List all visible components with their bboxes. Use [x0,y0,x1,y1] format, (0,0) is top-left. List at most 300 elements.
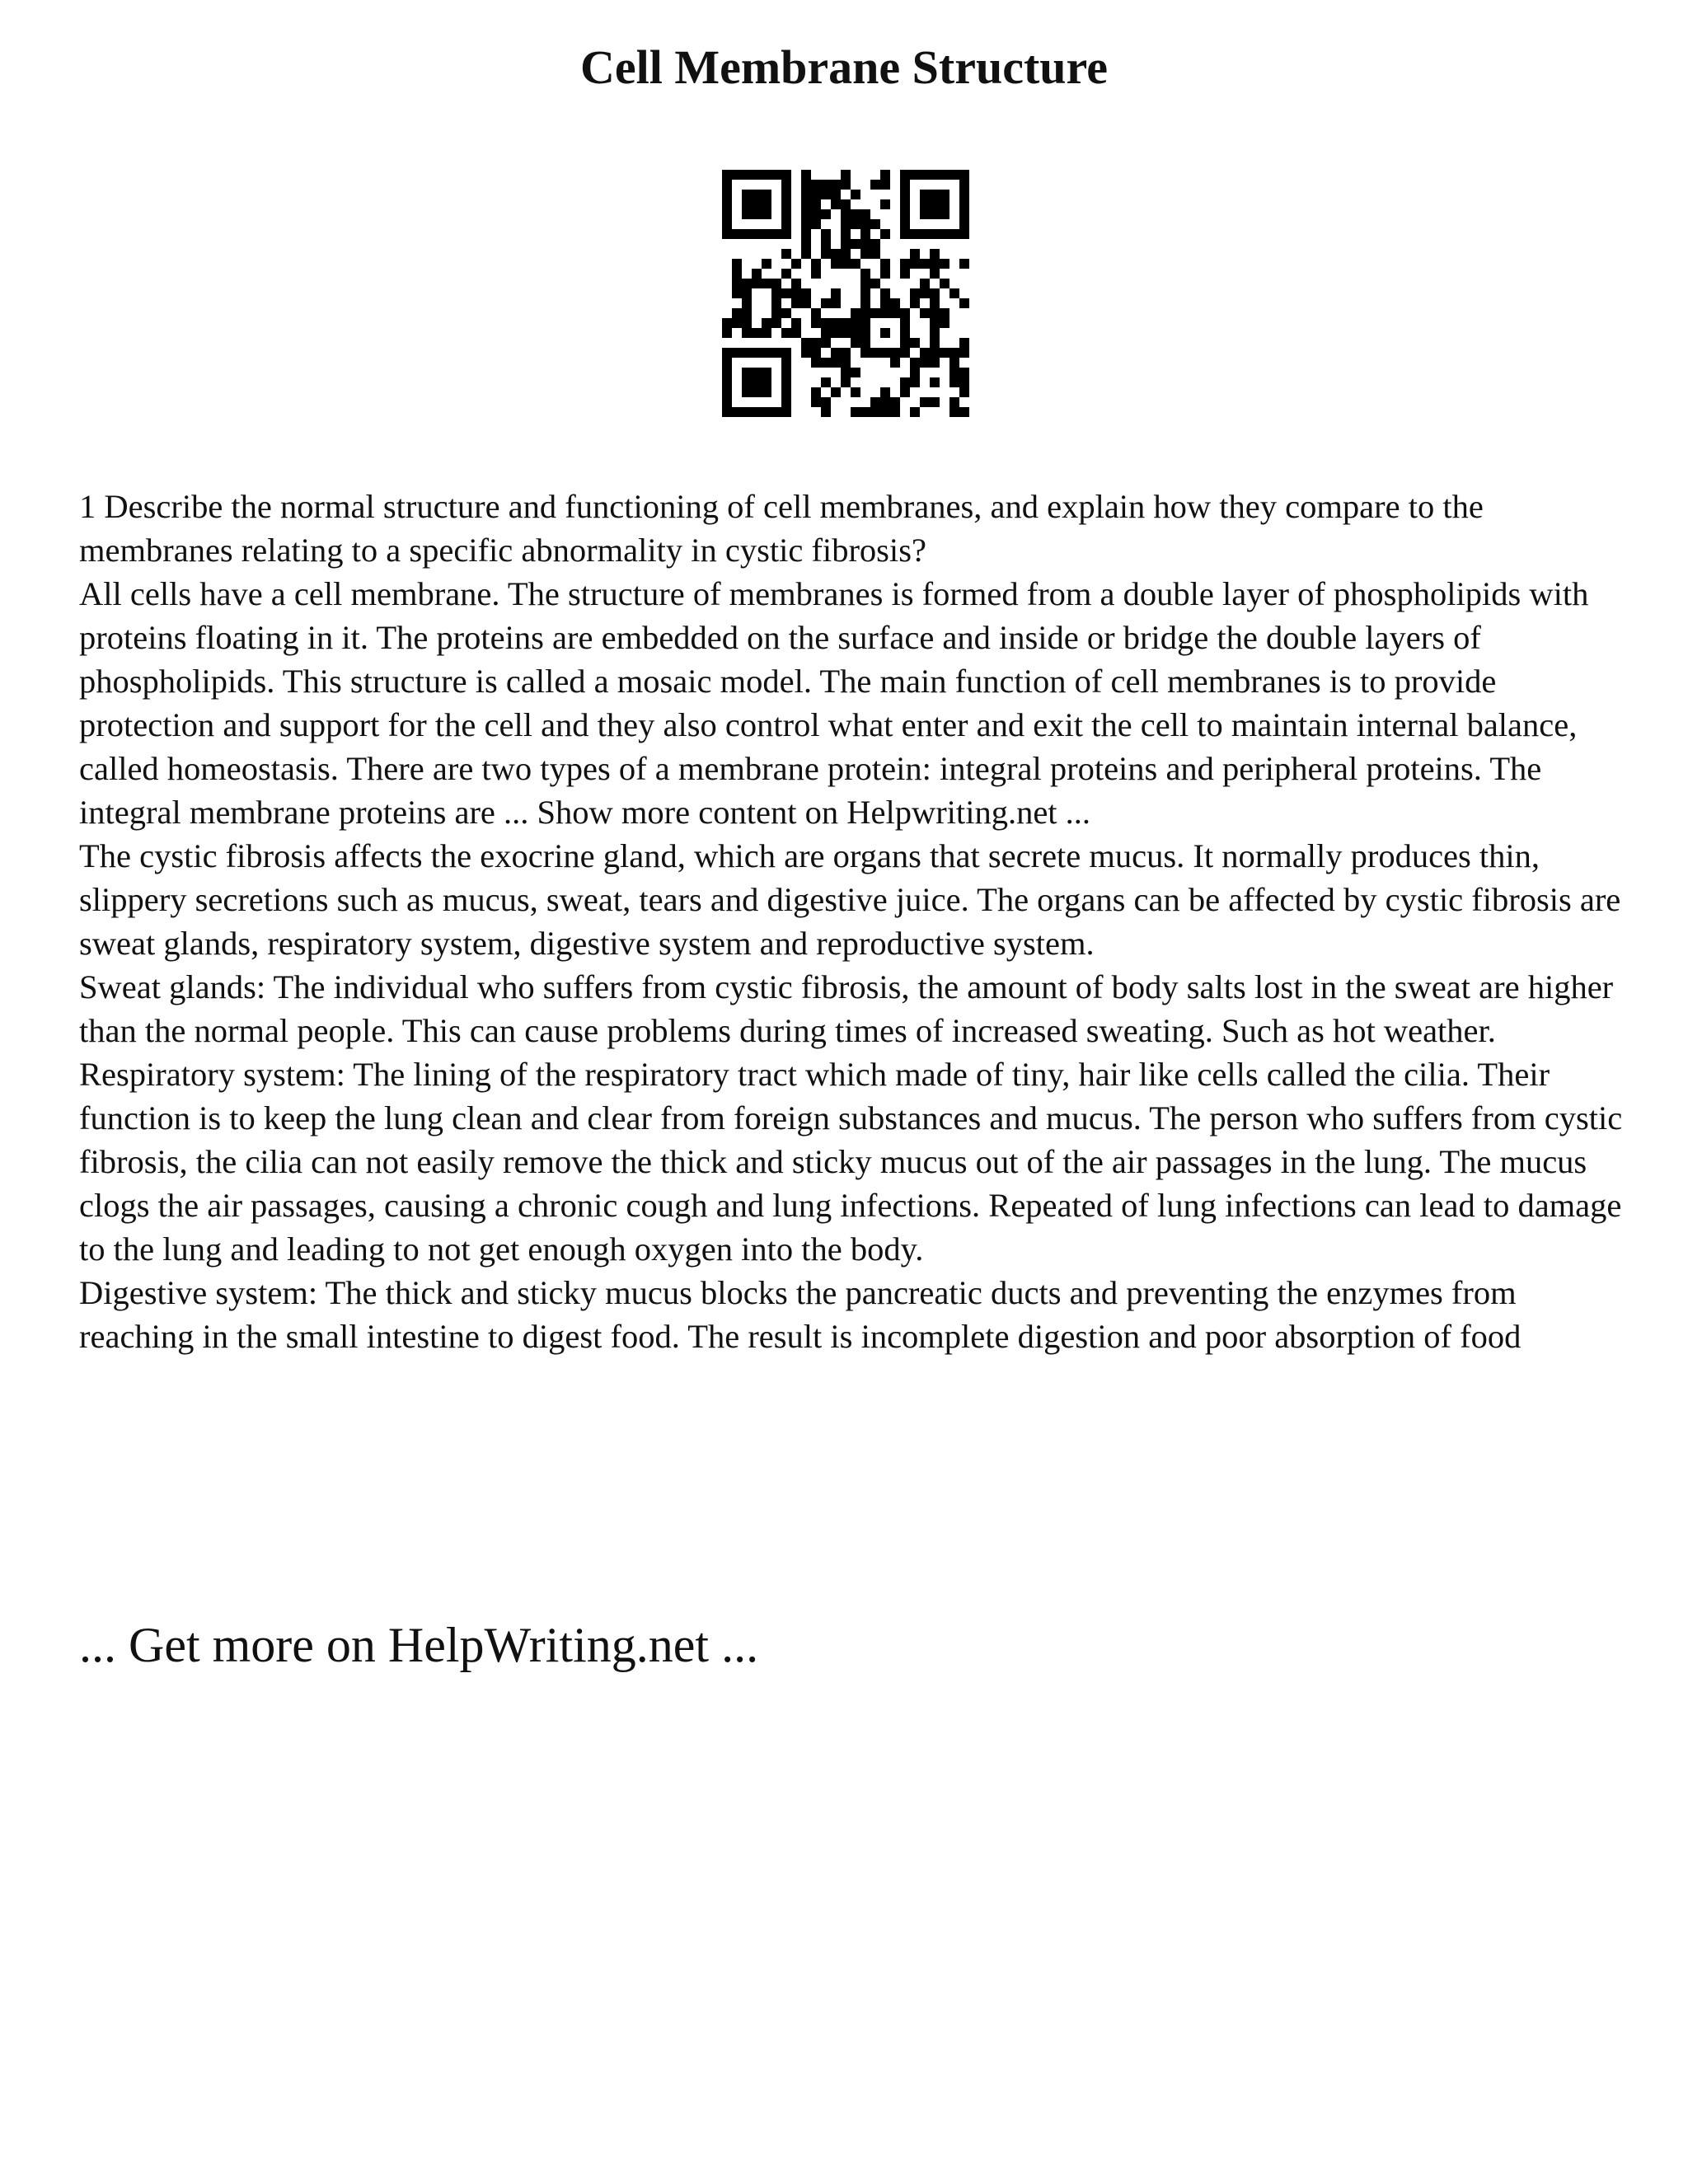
qr-module [930,288,940,298]
qr-module [771,229,781,239]
qr-module [860,209,870,219]
qr-module [732,318,742,328]
qr-module [860,279,870,288]
qr-module [880,229,890,239]
qr-module [910,407,920,417]
qr-module [801,249,811,259]
qr-code-graphic [722,170,969,417]
qr-module [890,358,900,368]
qr-module [811,199,821,209]
qr-module [940,308,950,318]
qr-module [821,407,831,417]
qr-module [940,209,950,219]
qr-module [771,308,781,318]
qr-module [900,377,910,387]
membrane-paragraph: All cells have a cell membrane. The structure of membranes is formed from a double layer of phospholipids with proteins floating in it. The proteins are embedded on the surface and inside or bridge the double layers of phospholipids. This structure is called a mosaic model. The main function of cell membranes is to provide protection and support for the cell and they also control what enter and exit the cell to maintain internal balance, called homeostasis. There are two types of a membrane protein: integral proteins and peripheral proteins. The integral membrane proteins are ... Show more content on Helpwriting.net ... [79,575,1589,831]
qr-module [920,209,930,219]
qr-module [752,170,762,180]
qr-module [959,229,969,239]
qr-module [900,318,910,328]
qr-module [900,308,910,318]
qr-module [880,180,890,190]
qr-module [781,288,791,298]
qr-module [831,180,841,190]
qr-module [841,348,851,358]
qr-module [870,397,880,407]
qr-module [910,259,920,269]
qr-module [920,348,930,358]
qr-module [801,288,811,298]
qr-module [781,328,791,338]
qr-module [781,387,791,397]
qr-module [940,279,950,288]
qr-module [880,407,890,417]
qr-module [722,328,732,338]
qr-module [762,170,771,180]
qr-module [930,348,940,358]
qr-module [930,397,940,407]
document-body [79,485,1629,1358]
qr-module [722,190,732,199]
qr-module [821,180,831,190]
qr-module [920,288,930,298]
qr-module [900,259,910,269]
qr-module [959,338,969,348]
qr-module [930,199,940,209]
qr-module [831,328,841,338]
qr-module [900,387,910,397]
qr-module [742,328,752,338]
qr-module [880,170,890,180]
qr-module [959,407,969,417]
qr-module [742,368,752,377]
qr-module [950,358,959,368]
qr-module [791,288,801,298]
qr-module [762,259,771,269]
qr-module [762,368,771,377]
qr-module [959,368,969,377]
qr-module [771,348,781,358]
qr-module [771,279,781,288]
qr-module [831,387,841,397]
qr-module [870,308,880,318]
qr-module [762,387,771,397]
qr-module [940,199,950,209]
qr-module [860,308,870,318]
qr-module [762,377,771,387]
qr-module [821,190,831,199]
respiratory-system-paragraph: Respiratory system: The lining of the respiratory tract which made of tiny, hair like cells called the cilia. Their function is to keep the lung clean and clear from foreign substances and mucus. The person who suffers from cystic fibrosis, the cilia can not easily remove the thick and sticky mucus out of the air passages in the lung. The mucus clogs the air passages, causing a chronic cough and lung infections. Repeated of lung infections can lead to damage to the lung and leading to not get enough oxygen into the body. [79,1056,1623,1268]
qr-module [742,279,752,288]
qr-module [752,190,762,199]
qr-module [781,308,791,318]
qr-module [752,328,762,338]
qr-module [811,348,821,358]
qr-module [900,199,910,209]
qr-module [752,199,762,209]
qr-module [781,170,791,180]
qr-module [811,180,821,190]
qr-module [781,407,791,417]
qr-module [851,259,860,269]
qr-module [762,199,771,209]
qr-module [930,358,940,368]
qr-module [900,348,910,358]
qr-module [841,229,851,239]
qr-module [821,229,831,239]
qr-module [851,387,860,397]
qr-module [722,209,732,219]
qr-module [821,249,831,259]
qr-module [722,199,732,209]
qr-module [910,298,920,308]
qr-module [801,199,811,209]
qr-module [890,308,900,318]
qr-module [821,328,831,338]
qr-module [811,308,821,318]
qr-module [900,229,910,239]
qr-module [762,229,771,239]
qr-module [890,407,900,417]
qr-module [752,279,762,288]
qr-module [722,348,732,358]
qr-module [791,328,801,338]
qr-module [880,387,890,397]
qr-module [811,259,821,269]
qr-module [851,219,860,229]
qr-module [732,229,742,239]
qr-module [742,407,752,417]
qr-module [841,180,851,190]
qr-module [959,199,969,209]
qr-module [722,377,732,387]
qr-module [821,318,831,328]
qr-module [821,338,831,348]
qr-module [920,358,930,368]
qr-module [851,308,860,318]
qr-module [841,377,851,387]
qr-module [841,219,851,229]
qr-module [742,348,752,358]
qr-module [732,348,742,358]
qr-module [791,298,801,308]
qr-module [722,387,732,397]
qr-module [781,269,791,279]
qr-module [930,170,940,180]
qr-module [781,377,791,387]
qr-module [920,308,930,318]
qr-module [959,387,969,397]
qr-module [831,259,841,269]
qr-module [742,209,752,219]
qr-module [959,209,969,219]
qr-module [851,328,860,338]
qr-module [742,377,752,387]
qr-module [920,170,930,180]
qr-module [920,229,930,239]
qr-module [930,209,940,219]
qr-module [742,229,752,239]
qr-module [801,348,811,358]
qr-module [722,368,732,377]
qr-module [870,239,880,249]
qr-module [930,328,940,338]
qr-module [811,190,821,199]
qr-module [860,219,870,229]
qr-module [831,288,841,298]
qr-module [940,259,950,269]
qr-module [821,209,831,219]
qr-module [762,328,771,338]
qr-module [940,348,950,358]
qr-module [880,397,890,407]
qr-module [950,397,959,407]
qr-module [821,397,831,407]
qr-module [880,298,890,308]
qr-module [910,377,920,387]
qr-module [860,328,870,338]
qr-module [851,209,860,219]
qr-module [722,180,732,190]
qr-module [821,377,831,387]
qr-module [831,318,841,328]
qr-module [900,209,910,219]
qr-module [762,407,771,417]
qr-module [870,219,880,229]
qr-module [831,348,841,358]
qr-module [732,407,742,417]
qr-module [732,269,742,279]
qr-module [930,318,940,328]
qr-module [959,180,969,190]
qr-module [851,239,860,249]
qr-module [752,377,762,387]
qr-module [831,249,841,259]
qr-module [950,368,959,377]
qr-module [930,377,940,387]
qr-module [841,239,851,249]
qr-module [781,199,791,209]
qr-module [781,358,791,368]
qr-module [841,328,851,338]
qr-module [722,397,732,407]
qr-module [752,209,762,219]
qr-module [752,229,762,239]
qr-module [762,279,771,288]
qr-module [781,180,791,190]
qr-module [900,328,910,338]
qr-module [781,397,791,407]
qr-module [851,368,860,377]
qr-module [831,358,841,368]
qr-module [762,348,771,358]
qr-module [950,348,959,358]
qr-module [722,318,732,328]
qr-module [801,298,811,308]
qr-module [841,209,851,219]
qr-module [752,348,762,358]
qr-module [870,407,880,417]
qr-module [920,397,930,407]
qr-module [801,170,811,180]
qr-module [732,288,742,298]
qr-module [940,318,950,328]
qr-module [930,229,940,239]
qr-module [771,318,781,328]
qr-module [920,259,930,269]
qr-module [870,180,880,190]
qr-module [930,259,940,269]
qr-module [781,219,791,229]
qr-module [851,318,860,328]
qr-module [732,170,742,180]
qr-module [910,338,920,348]
qr-module [900,219,910,229]
qr-module [762,190,771,199]
qr-module [920,199,930,209]
qr-module [742,288,752,298]
qr-module [959,170,969,180]
qr-module [860,288,870,298]
qr-module [762,318,771,328]
qr-module [771,170,781,180]
qr-module [940,170,950,180]
qr-module [851,338,860,348]
qr-module [831,199,841,209]
qr-module [821,358,831,368]
qr-module [781,190,791,199]
qr-module [722,219,732,229]
qr-module [940,190,950,199]
qr-module [811,358,821,368]
qr-module [900,180,910,190]
qr-module [742,298,752,308]
qr-module [870,249,880,259]
qr-module [900,190,910,199]
qr-module [900,338,910,348]
qr-module [742,387,752,397]
qr-module [860,229,870,239]
qr-module [781,368,791,377]
qr-module [742,170,752,180]
qr-module [801,190,811,199]
qr-module [890,348,900,358]
qr-module [752,368,762,377]
qr-module [732,259,742,269]
qr-module [781,229,791,239]
sweat-glands-paragraph: Sweat glands: The individual who suffers from cystic fibrosis, the amount of body salts lost in the sweat are higher than the normal people. This can cause problems during times of increased sweating. Such as hot weather. [79,968,1614,1049]
qr-module [722,229,732,239]
qr-module [959,259,969,269]
get-more-link[interactable]: ... Get more on HelpWriting.net ... [79,1618,759,1672]
qr-module [791,279,801,288]
qr-module [959,298,969,308]
qr-module [801,338,811,348]
qr-module [752,269,762,279]
qr-module [930,269,940,279]
qr-module [771,298,781,308]
qr-module [801,180,811,190]
qr-module [722,170,732,180]
qr-module [910,358,920,368]
qr-module [762,209,771,219]
qr-module [781,249,791,259]
qr-module [890,397,900,407]
qr-module [841,170,851,180]
qr-module [890,298,900,308]
qr-module [950,170,959,180]
qr-module [841,199,851,209]
qr-module [860,269,870,279]
qr-module [959,377,969,387]
qr-module [811,269,821,279]
qr-module [910,249,920,259]
qr-module [910,229,920,239]
qr-module [811,338,821,348]
qr-module [781,348,791,358]
qr-module [930,338,940,348]
qr-module [742,190,752,199]
qr-module [959,190,969,199]
qr-module [771,288,781,298]
qr-module [841,358,851,368]
qr-module [880,259,890,269]
qr-module [959,219,969,229]
qr-module [752,387,762,397]
qr-module [860,407,870,417]
qr-module [880,199,890,209]
qr-module [880,288,890,298]
qr-module [930,308,940,318]
qr-module [880,348,890,358]
qr-module [722,407,732,417]
qr-module [880,269,890,279]
qr-module [841,368,851,377]
qr-module [900,170,910,180]
qr-module [811,318,821,328]
qr-module [841,249,851,259]
qr-module [930,190,940,199]
question-paragraph: 1 Describe the normal structure and functioning of cell membranes, and explain how they compare to the membranes relating to a specific abnormality in cystic fibrosis? [79,488,1484,569]
qr-module [910,368,920,377]
qr-module [930,298,940,308]
qr-module [851,190,860,199]
qr-module [771,407,781,417]
qr-module [732,308,742,318]
qr-module [950,407,959,417]
qr-module [910,170,920,180]
qr-module [860,249,870,259]
digestive-system-paragraph: Digestive system: The thick and sticky mucus blocks the pancreatic ducts and preventing the enzymes from reaching in the small intestine to digest food. The result is incomplete digestion and poor absorption of food [79,1274,1522,1355]
qr-module [821,298,831,308]
qr-module [791,318,801,328]
qr-module [920,190,930,199]
cystic-fibrosis-paragraph: The cystic fibrosis affects the exocrine gland, which are organs that secrete mucus. It normally produces thin, slippery secretions such as mucus, sweat, tears and digestive juice. The organs can be affected by cystic fibrosis are sweat glands, respiratory system, digestive system and reproductive system. [79,837,1621,962]
qr-module [860,239,870,249]
qr-module [870,279,880,288]
qr-module [811,387,821,397]
qr-module [801,209,811,219]
qr-module [860,318,870,328]
qr-module [821,239,831,249]
qr-module [880,328,890,338]
qr-module [831,190,841,199]
qr-module [959,348,969,358]
qr-module [910,288,920,298]
qr-module [870,348,880,358]
qr-module [801,229,811,239]
qr-module [940,229,950,239]
